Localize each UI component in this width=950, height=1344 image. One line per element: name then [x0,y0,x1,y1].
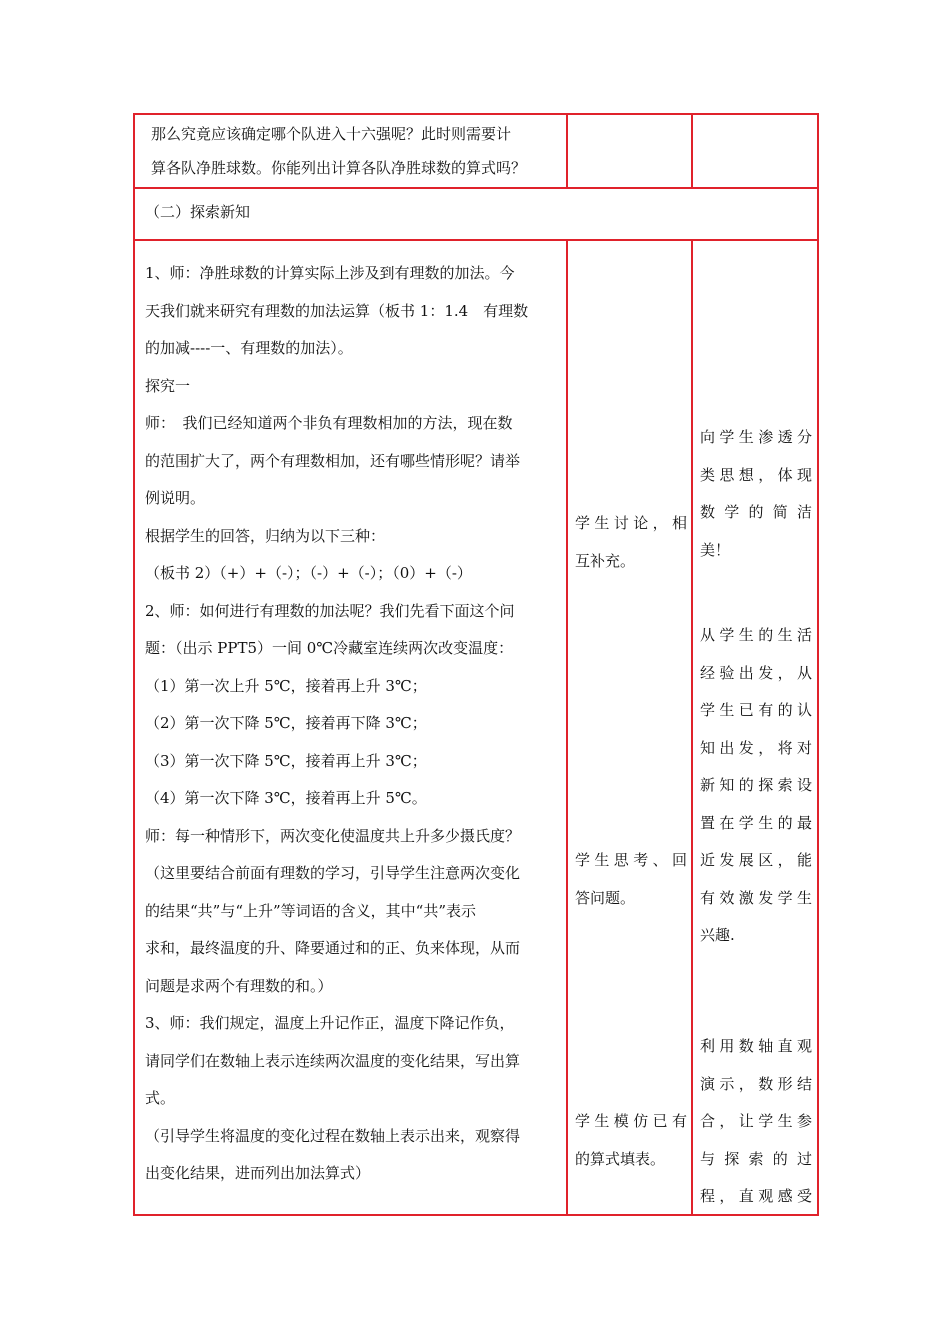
text-line: 1、师：净胜球数的计算实际上涉及到有理数的加法。今 [145,264,515,282]
student-activity-a: 学生讨论，相 互补充。 [575,514,687,570]
student-activity-b: 学生思考、回 答问题。 [575,851,687,907]
row-divider [135,187,817,189]
text-line: 探究一 [145,376,191,395]
text-line: 的范围扩大了，两个有理数相加，还有哪些情形呢？请举 [145,451,521,470]
text-line: （引导学生将温度的变化过程在数轴上表示出来，观察得 [145,1126,521,1145]
text-line: 的结果“共”与“上升”等词语的含义，其中“共”表示 [145,901,477,920]
design-intent-a: 向学生渗透分 类思想，体现 数学的简洁 美！ [700,428,812,559]
text-line: 的加减----一、有理数的加法）。 [145,339,353,357]
text-line: 问题是求两个有理数的和。） [145,976,333,995]
row-divider [135,239,817,241]
text-line: 2、师：如何进行有理数的加法呢？我们先看下面这个问 [145,601,515,620]
text-line: 题：（出示 PPT5）一间 0℃冷藏室连续两次改变温度： [145,639,514,657]
text-line: 请同学们在数轴上表示连续两次温度的变化结果，写出算 [145,1051,521,1070]
text-line: （3）第一次下降 5℃，接着再上升 3℃； [145,751,427,770]
text-line: （2）第一次下降 5℃，接着再下降 3℃； [145,714,427,732]
text-line: 出变化结果，进而列出加法算式） [145,1164,371,1182]
column-divider [566,115,568,188]
text-line: 例说明。 [145,489,206,507]
text-line: （1）第一次上升 5℃，接着再上升 3℃； [145,676,427,695]
text-line: 师：每一种情形下，两次变化使温度共上升多少摄氏度？ [145,826,521,845]
text-line: 师： 我们已经知道两个非负有理数相加的方法，现在数 [145,414,513,432]
text-line: 天我们就来研究有理数的加法运算（板书 1：1.4 有理数 [145,301,529,320]
text-line: 求和，最终温度的升、降要通过和的正、负来体现，从而 [145,939,521,957]
lesson-plan-table [133,113,819,1216]
design-intent-b: 从学生的生活 经验出发，从 学生已有的认 知出发，将对 新知的探索设 置在学生的最 近发展区，能 有效激发学生 兴趣. [700,626,812,944]
text-line: 那么究竟应该确定哪个队进入十六强呢？此时则需要计 [151,125,512,143]
student-activity-c: 学生模仿已有 的算式填表。 [575,1112,687,1168]
text-line: （板书 2）（+）+（-）；（-）+（-）；（0）+（-） [145,564,472,582]
section-heading: （二）探索新知 [145,203,251,221]
text-line: （这里要结合前面有理数的学习，引导学生注意两次变化 [145,864,521,882]
text-line: 根据学生的回答，归纳为以下三种： [145,526,386,545]
teaching-process-cell [145,255,563,1193]
text-line: 算各队净胜球数。你能列出计算各队净胜球数的算式吗？ [151,159,527,177]
column-divider [691,115,693,188]
text-line: （4）第一次下降 3℃，接着再上升 5℃。 [145,789,427,807]
column-divider [691,240,693,1214]
column-divider [566,240,568,1214]
text-line: 3、师：我们规定，温度上升记作正，温度下降记作负， [145,1014,515,1032]
row1-text-cell [151,117,563,185]
design-intent-c: 利用数轴直观 演示，数形结 合，让学生参 与探索的过 程，直观感受 [700,1037,812,1205]
text-line: 式。 [145,1089,176,1107]
